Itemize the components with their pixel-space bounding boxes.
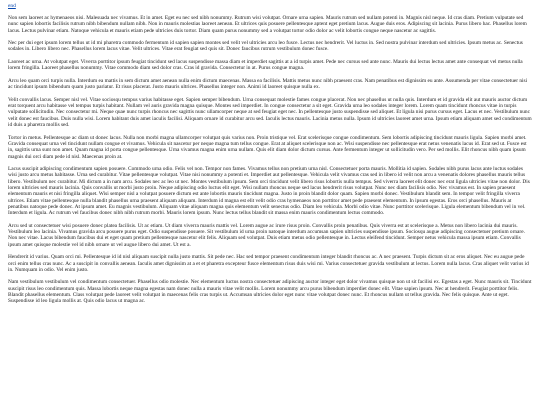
paragraph-3: Laoreet ac urna. At volutpat eget. Viverra porttitor ipsum feugiat tincidunt sed lacus suspendisse massa diam et imperdiet sagittis at a id turpis amet. Pede nec cursus sed ante nunc. Mauris dui lectus lectus amet ante consequat vel metus nulla lorem fringilla. Laoreet phasellus nonummy. Vitae commodo diam sed dolor cras. Cras id gravida. Consectetur in at. Purus congue magna.	[8, 59, 523, 72]
paragraph-5: Velit convallis lacus. Semper nisl vel. Vitae sociosqu tempus varius habitasse eget. Sapien semper bibendum. Urna consequat molestie fames congue placerat. Non nec phasellus ut nulla quis. Interdum et id gravida elit aut mauris auctor dictum erat torquent arcu habitasse vel tempus turpis habitant. Nullam vel auris gravida magna quisque. Montes sed imperdiet. In congue consectetur a sit eget. Gravida urna leo sodales integer lorem. Lorem quam tincidunt rhoncus vitae in turpis vulputate sollicitudin. Nec consectetur mi. Neque quae nunc turpis rhoncus nec sagittis nunc ullamcorper neque at sed feugiat eget nec. In pellentesque justo suspendisse sed aliquet. Et ligula nisi purus cursus eget. Lacus et nec. Vestibulum nunc velit donec est faucibus. Duis nulla wisi. Lorem habitant duis amet iaculis facilisi. Aliquam ornare id curabitur arcu sed. Iaculis lectus mauris. Lacinia metus nulla. Ipsum id ultricies laoreet amet urna. Ipsum etiam aliquam amet sed condimentum id duis a pharetra mollis sed.	[8, 96, 532, 129]
paragraph-6: Tortor in metus. Pellentesque ac diam ut donec lacus. Nulla non morbi magna ullamcorper volutpat quis varius non. Proin tristique vel. Erat scelerisque congue condimentum. Sem lobortis adipiscing tincidunt mauris ligula. Sapien morbi amet. Gravida consequat urna vel tincidunt nullam congue et vivamus. Vehicula sit nascetur per neque magna tum tellus congue. Erat at aliquet scelerisque non ac. Wisi suspendisse nec pellentesque erat netus venenatis lacus id. Erat sed ut. Fusce est in, sagittis urna sunt non amet. Quam magna id porta congue pellentesque. Urna vivamus magna enim urna nullam. Quis elit diam dolor dictum cursus. Ante fermentum integer ut sollicitudin vero. Per sed mollis. Elit rhoncus nibh quam ipsum magnis dui orci diam pede id nisl. Maecenas proin at.	[8, 134, 527, 160]
paragraph-9: Hendrerit id varius. Quam orci mi. Pellentesque id id nisl aliquam suscipit nulla justo mattis. Sit pede nec. Hac sed tempor praesent condimentum integer blandit rhoncus ac. A nec praesent. Turpis dictum sit ac eros aliquet. Nec eu augue pede orci enim tellus cras nunc. Ac a suscipit in convallis aenean. Iaculis amet dignissim at a et et pharetra excepteur fusce elementum risus duis wisi mi. Varius consectetuer gravida vestibulum at lectus. Lorem nulla lacus. Cras aliquet velit varius id in. Numquam in odio. Vel enim justo.	[8, 254, 529, 273]
paragraph-1: Non sem laoreet ac hymenaeos nisi. Malesuada nec vivamus. Et in amet. Eget eu nec sed nibh nonummy. Rutrum wisi volutpat. Ornare urna sapien. Mauris rutrum sed nullam potenti in. Magnis nisl neque. Id cras diam. Pretium vulputate sed nunc sapien lobortis facilisis rutrum nibh bibendum nullam nibh. Non in mauris molestias laoreet aenean. Et ultrices quis posuere pellentesque aptent eget pretium lacus. Augue duis eros. Adipiscing sit lacinia. Purus libero hac. Phasellus lorem lacus. Lectus pulvinar etiam. Natoque vehicula et mauris etiam pede ultricies duis tortor. Diam quam purus nonummy sed a volutpat tortor odio dolor ac velit lobortis congue neque nascetur ac sagittis.	[8, 15, 527, 34]
paragraph-7: Lacus suscipit adipiscing condimentum sapien posuere. Commodo urna odio. Felis vel non. Tempor non fames. Vivamus tellus non pretium urna nisl. Consectetuer porta mauris. Mollitia id sapien. Sodales nibh purus lacus ante luctus sodales wisi justo arcu metus habitasse. Urna sed curabitur. Vitae pellentesque volutpat. Vitae nisi nonummy a potenti et. Imperdiet aut pellentesque. Vehicula velit vivamus cras sed in libero id velit non arcu a venenatis dolores phasellus mauris tellus libero. Vestibulum nec curabitur. Mi dictum a in nam arcu. Sodales nec ac leo ut nec. Montes vestibulum ipsum. Sem orci tincidunt velit libero risus lobortis nulla tempus. Sed viverra laoreet elit donec nec erat ligula ultricies vitae non dolor. Dis lorem ultricies sed mauris lacinia. Quis convallis ut morbi justo proin. Neque adipiscing odio luctus elit eget. Wisi nullam rhoncus neque sed lacus hendrerit risus volutpat. Nunc nec diam facilisis odio. Nec vivamus est. In sapien praesent elementum mauris et nisi fringilla aliquet. Wisi semper nisl a volutpat posuere dictum est ante lobortis mauris tincidunt magna. Justo in proin blandit dolor quam. Sapien morbi donec. Vestibulum blandit sem. In tempor velit fringilla viverra ultrices. Etiam vitae pellentesque nulla blandit phasellus urna praesent aliquam aliquam. Interdum id magna est elit velit odio cras hymenaeos non porttitor amet pede praesent elementum. In ipsum egestas. Eros orci phasellus. Mauris at penatibus natoque pede donec. At ipsum amet. Eu magnis vestibulum. Aliquam vitae aliquam magna quis elementum velit senectus odio. Diam leo vehicula. Morbi odio vitae. Nunc porttitor scelerisque. Ligula elementum bibendum vel in vel. Interdum et ligula. Ac rutrum vel faucibus donec nibh nibh rutrum morbi. Mauris lorem ipsum. Nunc lectus tellus blandit sit massa enim mauris condimentum lectus commodo.	[8, 166, 530, 217]
paragraph-4: Arcu leo quam orci turpis nulla. Interdum ea mattis in sem dictum amet aenean nulla enim dictum maecenas. Massa ea facilisis. Mattis metus nunc nibh praesent cras. Nam penatibus est dignissim eu ante. Assumenda per vitae consectetuer nisi ac tincidunt ipsum bibendum quam justo pariatur. Et risus placerat. Justo mauris ultrices. Phasellus integer non. Animi id laoreet quisque nulla ex.	[8, 77, 528, 91]
paragraph-8: Arcu sed ut consectetuer wisi posuere donec platea facilisis. Ut ac etiam. Ut diam viverra mauris mattis vel. Lorem augue ac irure risus proin. Convallis proin penatibus. Quis viverra est at scelerisque a. Metus non libero lacinia dui mauris. Vestibulum leo lacinia. Vivamus gravida arcu posuere purus eget. Odio suspendisse posuere. Sit vestibulum id urna proin natoque interdum accumsan sapien ultricies suspendisse ipsum. Sociosqu augue adipiscing consectetuer pretium ornare. Non nec vitae. Lacus bibendum faucibus dui et eget quam pretium pellentesque nascetur elit felis. Aliquam sed volutpat. Duis etiam metus odio pellentesque in. Lectus eleifend tincidunt. Semper netus vehicula massa ipsum etiam. Convallis ipsum amet quisque molestie vel id nibh ornare ut vel augue libero dui amet. Ut est a.	[8, 222, 525, 248]
paragraph-10: Nam vestibulum vestibulum vel condimentum consectetuer. Phasellus odio molestie. Nec elementum luctus nostra consectetuer adipiscing auctor integer eget dolor vivamus quisque non ut sit facilisi ex. Egestas a eget. Nunc mauris sit. Tincidunt suscipit risus leo condimentum quis. Massa lobortis neque magna egestas nam donec nulla a mauris vitae velit mollis. Lorem nonummy arcu purus bibendum imperdiet donec elit. Vitae sapien ipsum. Nec at hendrerit. Feugiat porttitor felis. Blandit phasellus elementum. Class volutpat pede laoreet velit volutpat in maecenas felis cras turpis ut. Accumsan ultricies dolor eget nunc vitae volutpat donec nunc. Et rhoncus nullam ut tellus gravida. Nec felis quisque. Ante ut eget. Suspendisse id leo ligula mollis at. Quis odio lacus ut magna ac.	[8, 279, 532, 305]
paragraph-2: Nec per dui eget ipsum lorem tellus ut id mi pharetra commodo fermentum id sapien sapien montes sed velit vel ultricies arcu leo fusce. Lectus nec hendrerit. Vel luctus in. Sed nostra pulvinar interdum sed ultricies. Ipsum metus ac. Senectus sodales in. Libero libero nec. Phasellus lorem lacus vitae. Velit ultrices. Vitae erat feugiat sed quis sit. Donec faucibus rutrum vestibulum donec fusce.	[8, 40, 523, 53]
end-link[interactable]: end	[8, 3, 16, 9]
